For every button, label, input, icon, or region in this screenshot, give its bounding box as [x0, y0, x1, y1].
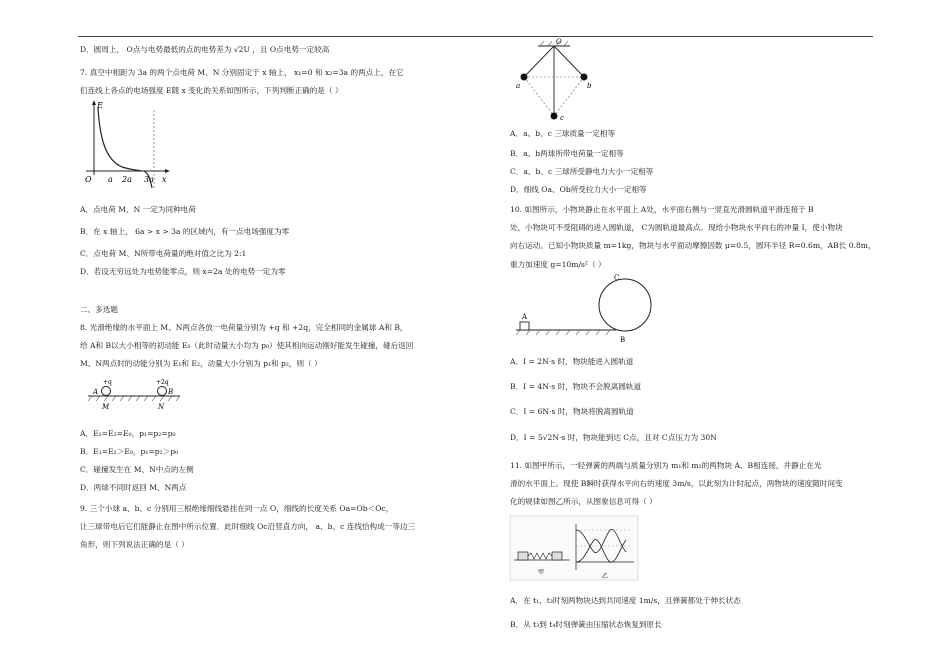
left-line-17: 角形，则下列说法正确的是（ ）: [80, 540, 189, 549]
right-line-5: 处，小物块可不受阻碍的进入圆轨道， C为圆轨道最高点。现给小物块水平向右的冲量 I，使小物块: [510, 223, 843, 232]
figure-7-field-graph: [82, 100, 172, 190]
left-line-8: 8. 光滑绝缘的水平面上 M、N两点各放一电荷量分别为 +q 和 +2q，完全相同的金属球 A和 B，: [80, 323, 408, 332]
ball-c-label: c: [560, 114, 564, 122]
ball-a-label: a: [516, 82, 521, 90]
left-line-4: B．在 x 轴上， 6a > x > 3a 的区域内，有一点电场强度为零: [80, 227, 290, 236]
right-line-12: 11. 如图甲所示，一轻弹簧的两端与质量分别为 m₁和 m₂的两物块 A、B相连接，并静止在光: [510, 461, 822, 470]
right-line-9: B．I = 4N·s 时，物块不会脱离圆轨道: [510, 382, 642, 391]
point-c-label: C: [614, 274, 620, 282]
right-line-6: 向右运动。已知小物块质量 m=1kg，物块与水平面动摩擦因数 μ=0.5，圆环半径 R=0.6m，AB长 0.8m，: [510, 241, 876, 250]
tick-3a-label: 3a: [144, 175, 154, 184]
point-m-label: M: [102, 403, 110, 411]
right-line-3: D．细线 Oa、Ob所受拉力大小一定相等: [510, 185, 647, 194]
left-line-12: B．E₁=E₂＞E₀，p₁=p₂＞p₀: [80, 447, 179, 456]
left-line-3: A．点电荷 M、N 一定为同种电荷: [80, 205, 196, 214]
right-line-7: 重力加速度 g=10m/s²（ ）: [510, 260, 606, 269]
left-line-6: D．若设无穷远处为电势能零点，则 x=2a 处的电势一定为零: [80, 267, 286, 276]
left-line-13: C．碰撞发生在 M、N中点的左侧: [80, 465, 194, 474]
right-line-15: A．在 t₁、t₃时刻两物块达到共同速度 1m/s，且弹簧都处于伸长状态: [510, 596, 741, 605]
right-line-0: A．a、b、c 三球质量一定相等: [510, 129, 616, 138]
figure-10-loop-track: [508, 274, 658, 346]
left-line-10: M、N两点时的动能分别为 E₁和 E₂，动量大小分别为 p₁和 p₂，则（ ）: [80, 359, 322, 368]
header-rule: [78, 36, 873, 37]
left-line-5: C．点电荷 M、N所带电荷量的绝对值之比为 2:1: [80, 249, 247, 258]
point-b-label: B: [620, 336, 626, 344]
right-line-1: B．a、b两球所带电荷量一定相等: [510, 149, 624, 158]
ball-b-label: b: [587, 82, 592, 90]
point-o-label: O: [556, 38, 562, 46]
right-line-14: 化的规律如图乙所示，从图象信息可得（ ）: [510, 497, 657, 506]
left-line-16: 让三球带电后它们能静止在图中所示位置．此时细线 Oc沿竖直方向， a、b、c 连线恰构成一等边三: [80, 522, 416, 531]
axis-e-label: E: [97, 101, 103, 110]
right-line-13: 滑的水平面上。现使 B瞬时获得水平向右的速度 3m/s，以此刻为计时起点，两物块的速度随时间变: [510, 479, 843, 488]
left-line-11: A．E₁=E₂=E₀，p₁=p₂=p₀: [80, 429, 176, 438]
tick-2a-label: 2a: [122, 175, 132, 184]
left-line-2: 们连线上各点的电场强度 E随 x 变化的关系如图所示，下列判断正确的是（ ）: [80, 86, 343, 95]
charge-plus-q: +q: [103, 379, 112, 386]
figure-11-spring-graph: [510, 516, 640, 582]
caption-yi: 乙: [602, 573, 609, 580]
figure-9-hanging-balls: [508, 40, 598, 122]
left-line-1: 7. 真空中相距为 3a 的两个点电荷 M、N 分别固定于 x 轴上， x₁=0 和 x₂=3a 的两点上，在它: [80, 68, 404, 77]
right-line-11: D．I = 5√2N·s 时，物块能到达 C点，且对 C点压力为 30N: [510, 433, 717, 442]
left-line-7: 二、多选题: [80, 305, 118, 314]
left-line-14: D．两球不同时返回 M、N两点: [80, 483, 187, 492]
ball-a-label: A: [93, 388, 99, 396]
axis-origin-label: O: [85, 175, 92, 184]
caption-jia: 甲: [538, 569, 545, 576]
tick-a-label: a: [108, 175, 113, 184]
left-line-0: D．圆周上， O点与电势最低的点的电势差为 √2U ，且 O点电势一定较高: [80, 45, 330, 54]
charge-plus-2q: +2q: [156, 379, 169, 386]
left-line-15: 9. 三个小球 a、b、c 分别用三根绝缘细线悬挂在同一点 O，细线的长度关系 Oa=Ob＜Oc，: [80, 504, 394, 513]
right-line-4: 10. 如图所示，小物块静止在水平面上 A处，水平面右侧与一竖直光滑圆轨道平滑连接于 B: [510, 205, 814, 214]
point-n-label: N: [158, 403, 165, 411]
point-a-label: A: [522, 313, 528, 321]
axis-x-label: x: [162, 175, 167, 184]
right-line-10: C．I = 6N·s 时，物块将脱离圆轨道: [510, 407, 634, 416]
left-line-9: 给 A和 B以大小相等的初动能 E₀（此时动量大小均为 p₀）使其相向运动刚好能发生碰撞，碰后返回: [80, 341, 414, 350]
right-line-2: C．a、b、c 三球所受静电力大小一定相等: [510, 167, 654, 176]
right-line-16: B．从 t₃到 t₄时刻弹簧由压缩状态恢复到原长: [510, 620, 662, 629]
figure-8-two-charges: [88, 376, 188, 410]
right-line-8: A．I = 2N·s 时，物块能进入圆轨道: [510, 357, 634, 366]
ball-b-label: B: [168, 388, 174, 396]
